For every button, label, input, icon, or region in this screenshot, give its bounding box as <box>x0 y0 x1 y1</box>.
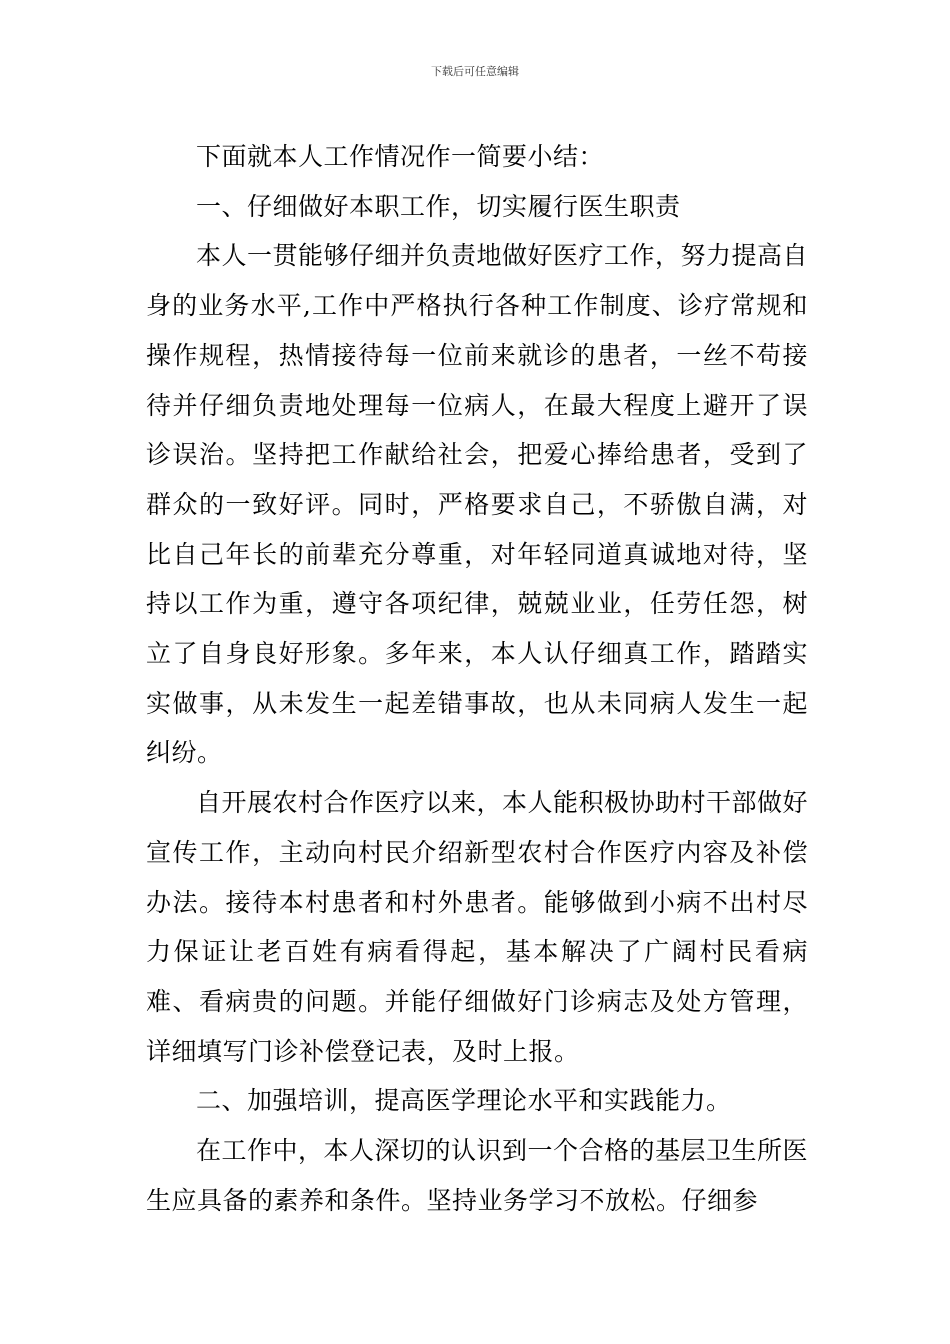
paragraph-cooperative-medical: 自开展农村合作医疗以来，本人能积极协助村干部做好宣传工作，主动向村民介绍新型农村合作医疗内容及补偿办法。接待本村患者和村外患者。能够做到小病不出村尽力保证让老百姓有病看得起，基本解决了广阔村民看病难、看病贵的问题。并能仔细做好门诊病志及处方管理，详细填写门诊补偿登记表，及时上报。 <box>146 788 809 1066</box>
paragraph-training: 在工作中，本人深切的认识到一个合格的基层卫生所医生应具备的素养和条件。坚持业务学习不放松。仔细参 <box>146 1136 809 1215</box>
paragraph-intro: 下面就本人工作情况作一简要小结： <box>196 142 605 171</box>
paragraph-duties: 本人一贯能够仔细并负责地做好医疗工作，努力提高自身的业务水平,工作中严格执行各种工作制度、诊疗常规和操作规程，热情接待每一位前来就诊的患者，一丝不苟接待并仔细负责地处理每一位病人，在最大程度上避开了误诊误治。坚持把工作献给社会，把爱心捧给患者，受到了群众的一致好评。同时，严格要求自己，不骄傲自满，对比自己年长的前辈充分尊重，对年轻同道真诚地对待，坚持以工作为重，遵守各项纪律，兢兢业业，任劳任怨，树立了自身良好形象。多年来，本人认仔细真工作，踏踏实实做事，从未发生一起差错事故，也从未同病人发生一起纠纷。 <box>146 241 809 768</box>
section-heading-2: 二、加强培训，提高医学理论水平和实践能力。 <box>196 1086 732 1116</box>
section-heading-1: 一、仔细做好本职工作，切实履行医生职责 <box>196 191 681 221</box>
document-body <box>146 132 808 1225</box>
page-header-note: 下载后可任意编辑 <box>431 65 519 78</box>
